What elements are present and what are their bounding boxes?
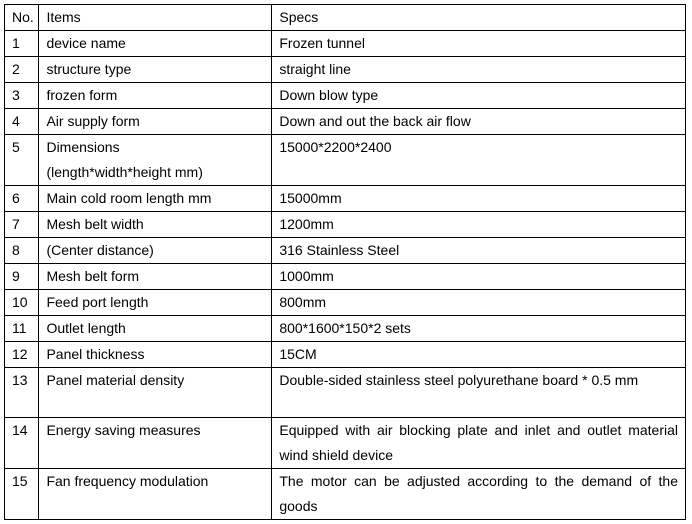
table-row bbox=[5, 469, 686, 520]
row-spec: 800*1600*150*2 sets bbox=[272, 316, 686, 342]
row-number: 5 bbox=[5, 135, 39, 186]
table-row bbox=[5, 31, 686, 57]
row-number: 3 bbox=[5, 83, 39, 109]
table-row bbox=[5, 290, 686, 316]
row-item: Outlet length bbox=[39, 316, 272, 342]
row-item: structure type bbox=[39, 57, 272, 83]
row-spec: 800mm bbox=[272, 290, 686, 316]
row-spec: Double-sided stainless steel polyurethane board * 0.5 mm bbox=[272, 368, 686, 418]
row-item: frozen form bbox=[39, 83, 272, 109]
row-item: Feed port length bbox=[39, 290, 272, 316]
row-spec: Frozen tunnel bbox=[272, 31, 686, 57]
row-number: 2 bbox=[5, 57, 39, 83]
table-row bbox=[5, 109, 686, 135]
row-item: Main cold room length mm bbox=[39, 186, 272, 212]
table-row bbox=[5, 418, 686, 469]
header-specs: Specs bbox=[272, 5, 686, 31]
row-item: (Center distance) bbox=[39, 238, 272, 264]
row-number: 13 bbox=[5, 368, 39, 418]
row-item: Panel thickness bbox=[39, 342, 272, 368]
specs-table bbox=[4, 4, 686, 520]
row-item: Air supply form bbox=[39, 109, 272, 135]
row-item: Fan frequency modulation bbox=[39, 469, 272, 520]
table-row bbox=[5, 135, 686, 186]
row-spec: Down and out the back air flow bbox=[272, 109, 686, 135]
row-item: Mesh belt width bbox=[39, 212, 272, 238]
row-number: 4 bbox=[5, 109, 39, 135]
table-row bbox=[5, 316, 686, 342]
row-spec: The motor can be adjusted according to the demand of the goods bbox=[272, 469, 686, 520]
row-spec: Equipped with air blocking plate and inlet and outlet material wind shield device bbox=[272, 418, 686, 469]
row-spec: 15000*2200*2400 bbox=[272, 135, 686, 186]
table-header-row bbox=[5, 5, 686, 31]
table-row bbox=[5, 186, 686, 212]
table-row bbox=[5, 83, 686, 109]
row-number: 14 bbox=[5, 418, 39, 469]
table-row bbox=[5, 342, 686, 368]
row-spec: 1000mm bbox=[272, 264, 686, 290]
row-number: 6 bbox=[5, 186, 39, 212]
table-row bbox=[5, 238, 686, 264]
row-spec: Down blow type bbox=[272, 83, 686, 109]
row-spec: 15000mm bbox=[272, 186, 686, 212]
table-row bbox=[5, 57, 686, 83]
row-number: 12 bbox=[5, 342, 39, 368]
table-row bbox=[5, 368, 686, 418]
table-row bbox=[5, 264, 686, 290]
row-spec: 1200mm bbox=[272, 212, 686, 238]
row-item: Energy saving measures bbox=[39, 418, 272, 469]
row-item: device name bbox=[39, 31, 272, 57]
row-number: 15 bbox=[5, 469, 39, 520]
header-items: Items bbox=[39, 5, 272, 31]
row-number: 11 bbox=[5, 316, 39, 342]
row-item: Panel material density bbox=[39, 368, 272, 418]
row-spec: straight line bbox=[272, 57, 686, 83]
row-number: 1 bbox=[5, 31, 39, 57]
header-no: No. bbox=[5, 5, 39, 31]
row-spec: 15CM bbox=[272, 342, 686, 368]
row-number: 7 bbox=[5, 212, 39, 238]
row-number: 8 bbox=[5, 238, 39, 264]
row-item: Mesh belt form bbox=[39, 264, 272, 290]
row-item: Dimensions (length*width*height mm) bbox=[39, 135, 272, 186]
table-row bbox=[5, 212, 686, 238]
row-number: 9 bbox=[5, 264, 39, 290]
row-spec: 316 Stainless Steel bbox=[272, 238, 686, 264]
row-number: 10 bbox=[5, 290, 39, 316]
